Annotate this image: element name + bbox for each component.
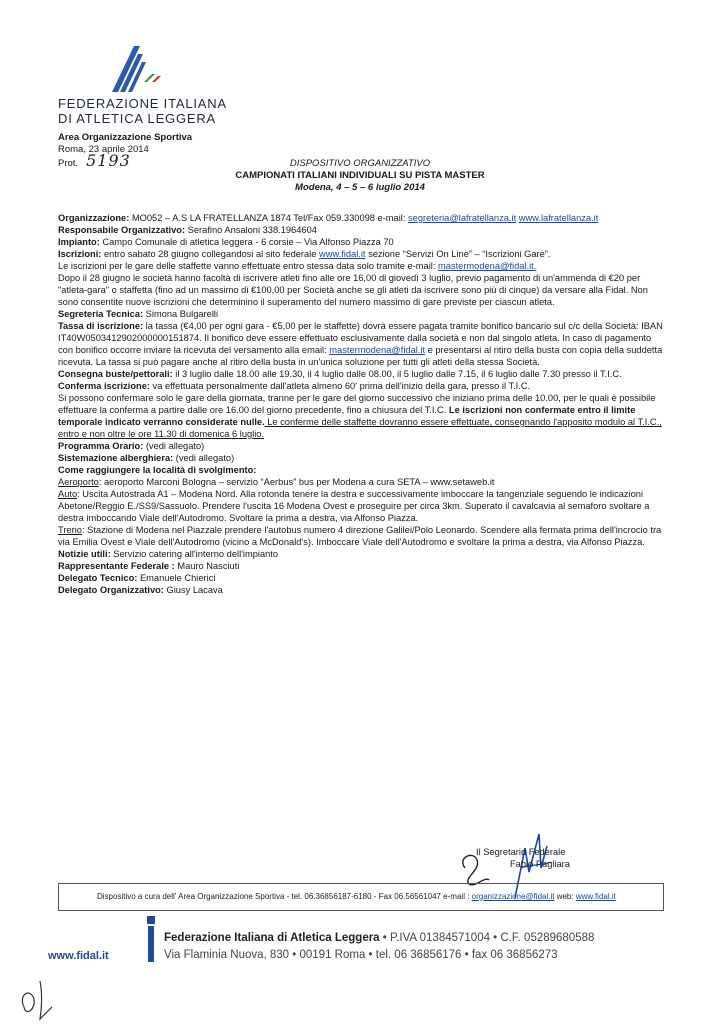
text-iscrizioni-2: sezione “Servizi On Line” – “Iscrizioni Gare”.	[365, 249, 551, 259]
text-auto: : Uscita Autostrada A1 – Modena Nord. Alla rotonda tenere la destra e successivamente imboccare la tangenziale seguendo le indicazioni Abetone/Reggio E./SS9/Sassuolo. Prendere l'uscita 16 Modena Ovest e proseguire per circa 3km. Superato il cavalcavia al semaforo svoltare a destra imboccando Viale dell'Autodromo. Svoltare la prima a destra, via Alfonso Piazza.	[58, 489, 650, 523]
text-rappresentante: Mauro Nasciuti	[174, 561, 240, 571]
section-conferma	[58, 380, 666, 440]
text-iscrizioni-1: entro sabato 28 giugno collegandosi al sito federale	[101, 249, 320, 259]
text-responsabile: Serafino Ansaloni 338.1964604	[185, 225, 317, 235]
section-organizzazione	[58, 212, 666, 224]
section-sistemazione	[58, 452, 666, 464]
section-delegato-organizzativo	[58, 584, 666, 596]
section-responsabile	[58, 224, 666, 236]
text-conferma-2: Si possono confermare solo le gare della giornata, tranne per le gare del giorno successivo che iniziano prima delle 10.00, per le quali è possibile effettuare la conferma a partire dalle ore 16.00 del giorno precedente, fino a chiusura del T.I.C.	[58, 393, 656, 415]
label-impianto: Impianto:	[58, 237, 100, 247]
label-sistemazione: Sistemazione alberghiera:	[58, 453, 174, 463]
section-come-raggiungere	[58, 464, 666, 548]
signature-title: Il Segretario Federale	[476, 847, 566, 857]
footer-web-link[interactable]: www.fidal.it	[575, 892, 616, 901]
footer-email-link[interactable]: organizzazione@fidal.it	[471, 892, 555, 901]
text-treno: : Stazione di Modena nel Piazzale prendere l'autobus numero 4 direzione Galilei/Polo Leonardo. Scendere alla fermata prima dell'incrocio tra via Emilia Ovest e Viale dell'Autodromo (vicino a McDonald's). Imboccare Viale dell'Autodromo e svoltare la prima a destra, via Alfonso Piazza.	[58, 525, 662, 547]
label-consegna: Consegna buste/pettorali:	[58, 369, 173, 379]
bottom-address: Via Flaminia Nuova, 830 • 00191 Roma • tel. 06 36856176 • fax 06 36856273	[164, 949, 558, 961]
title-line2: CAMPIONATI ITALIANI INDIVIDUALI SU PISTA MASTER	[235, 170, 485, 181]
letterhead-bar	[148, 926, 154, 962]
text-segreteria: Simona Bulgarelli	[143, 309, 219, 319]
text-conferma-underline: Le conferme delle staffette dovranno essere effettuate, consegnando l'apposito modulo al T.I.C., entro e non oltre le ore 11.30 di domenica 6 luglio.	[58, 417, 662, 439]
text-sistemazione: (vedi allegato)	[173, 453, 235, 463]
label-notizie: Notizie utili:	[58, 549, 111, 559]
protocol-number: 5193	[86, 151, 131, 170]
document-header	[58, 132, 192, 170]
label-come: Come raggiungere la località di svolgimento:	[58, 465, 257, 475]
section-segreteria	[58, 308, 666, 320]
label-delegato-tecnico: Delegato Tecnico:	[58, 573, 138, 583]
text-tassa-2: e presentarsi al ritiro della busta con copia della suddetta ricevuta. La tassa si può pagare anche al ritiro della busta in un'unica soluzione per tutti gli atleti della stessa Società.	[58, 345, 663, 367]
bottom-federation-name: Federazione Italiana di Atletica Leggera	[164, 932, 380, 944]
label-tassa: Tassa di iscrizione:	[58, 321, 144, 331]
section-iscrizioni	[58, 248, 666, 308]
federation-line2: DI ATLETICA LEGGERA	[58, 111, 217, 126]
site-link-fidal[interactable]: www.fidal.it	[319, 249, 366, 259]
label-responsabile: Responsabile Organizzativo:	[58, 225, 186, 235]
label-delegato-org: Delegato Organizzativo:	[58, 585, 164, 595]
document-date: Roma, 23 aprile 2014	[58, 143, 149, 155]
text-organizzazione: MO052 – A.S LA FRATELLANZA 1874 Tel/Fax 059.330098 e-mail:	[129, 213, 409, 223]
section-notizie	[58, 548, 666, 560]
letterhead-dot	[147, 916, 155, 924]
email-link-tassa[interactable]: mastermodena@fidal.it	[329, 345, 426, 355]
section-programma	[58, 440, 666, 452]
area-label: Area Organizzazione Sportiva	[58, 132, 193, 143]
email-link-lafratellanza[interactable]: segreteria@lafratellanza.it	[408, 213, 517, 223]
label-programma: Programma Orario:	[58, 441, 144, 451]
label-organizzazione: Organizzazione:	[58, 213, 130, 223]
bottom-piva: • P.IVA 01384571004 • C.F. 05289680588	[379, 932, 595, 944]
section-tassa	[58, 320, 666, 368]
section-impianto	[58, 236, 666, 248]
document-title	[210, 158, 510, 194]
text-notizie: Servizio catering all'interno dell'impianto	[110, 549, 279, 559]
text-aeroporto: : aeroporto Marconi Bologna – servizio “Aerbus” bus per Modena a cura SETA – www.setaweb.it	[98, 477, 495, 487]
title-line1: DISPOSITIVO ORGANIZZATIVO	[289, 158, 431, 169]
footer-contact-box	[58, 883, 664, 911]
text-impianto: Campo Comunale di atletica leggera - 6 corsie – Via Alfonso Piazza 70	[99, 237, 394, 247]
label-segreteria: Segreteria Tecnica:	[58, 309, 144, 319]
section-rappresentante	[58, 560, 666, 572]
label-aeroporto: Aeroporto	[58, 477, 99, 487]
fidal-logo	[108, 44, 168, 94]
protocol	[58, 151, 192, 170]
section-delegato-tecnico	[58, 572, 666, 584]
federation-line1: FEDERAZIONE ITALIANA	[58, 96, 227, 111]
section-consegna	[58, 368, 666, 380]
site-link-lafratellanza[interactable]: www.lafratellanza.it	[518, 213, 599, 223]
footer-contact-text: Dispositivo a cura dell' Area Organizzazione Sportiva - tel. 06.36856187-6180 - Fax 06.56561047 e-mail :	[97, 892, 472, 901]
bottom-federation	[164, 930, 594, 964]
text-delegato-tecnico: Emanuele Chierici	[137, 573, 216, 583]
label-iscrizioni: Iscrizioni:	[58, 249, 102, 259]
handwritten-mark	[16, 955, 56, 1025]
label-rappresentante: Rappresentante Federale :	[58, 561, 175, 571]
text-iscrizioni-3: Le iscrizioni per le gare delle staffette vanno effettuate entro stessa data solo tramite e-mail:	[58, 261, 439, 271]
text-conferma-bold: Le iscrizioni non confermate entro il limite temporale indicato verranno considerate nulle.	[58, 405, 636, 427]
label-treno: Treno	[58, 525, 82, 535]
text-tassa-1: la tassa (€4,00 per ogni gara - €5,00 per le staffette) dovrà essere pagata tramite bonifico bancario sul c/c della Società: IBAN IT40W0503412902000000151874. Il bonifico deve essere effettuato esclusivamente dalla società e non dal singolo atleta. In caso di pagamento con bonifico occorre inviare la ricevuta del versamento alla email:	[58, 321, 663, 355]
title-line3: Modena, 4 – 5 – 6 luglio 2014	[295, 182, 425, 193]
text-delegato-org: Giusy Lacava	[163, 585, 223, 595]
email-link-mastermodena[interactable]: mastermodena@fidal.it.	[438, 261, 537, 271]
protocol-label: Prot.	[58, 158, 79, 169]
signature-block	[476, 846, 570, 870]
text-consegna: il 3 luglio dalle 18.00 alle 19.30, il 4 luglio dalle 08.00, il 5 luglio dalle 7.15, il 6 luglio dalle 7.30 presso il T.I.C.	[172, 369, 622, 379]
label-auto: Auto	[58, 489, 78, 499]
label-conferma: Conferma iscrizione:	[58, 381, 150, 391]
text-programma: (vedi allegato)	[143, 441, 205, 451]
text-conferma-1: va effettuata personalmente dall'atleta almeno 60' prima dell'inizio della gara, presso il T.I.C.	[149, 381, 531, 391]
signature-name: Fabio Pagliara	[510, 859, 570, 869]
text-iscrizioni-4: Dopo il 28 giugno le società hanno facoltà di iscrivere atleti fino alle ore 16,00 di giovedì 3 luglio, previo pagamento di un'ammenda di €20 per "atleta-gara" o staffetta (fino ad un massimo di €100,00 per Società anche se gli atleti da iscrivere sono più di cinque) da versare alla Fidal. Non sono consentite nuove iscrizioni che determinino il superamento del numero massimo di gare previste per ciascun atleta.	[58, 273, 648, 307]
document-body	[58, 212, 666, 596]
footer-web-label: web:	[554, 892, 576, 901]
bottom-website[interactable]: www.fidal.it	[48, 950, 109, 962]
federation-name	[58, 96, 227, 126]
